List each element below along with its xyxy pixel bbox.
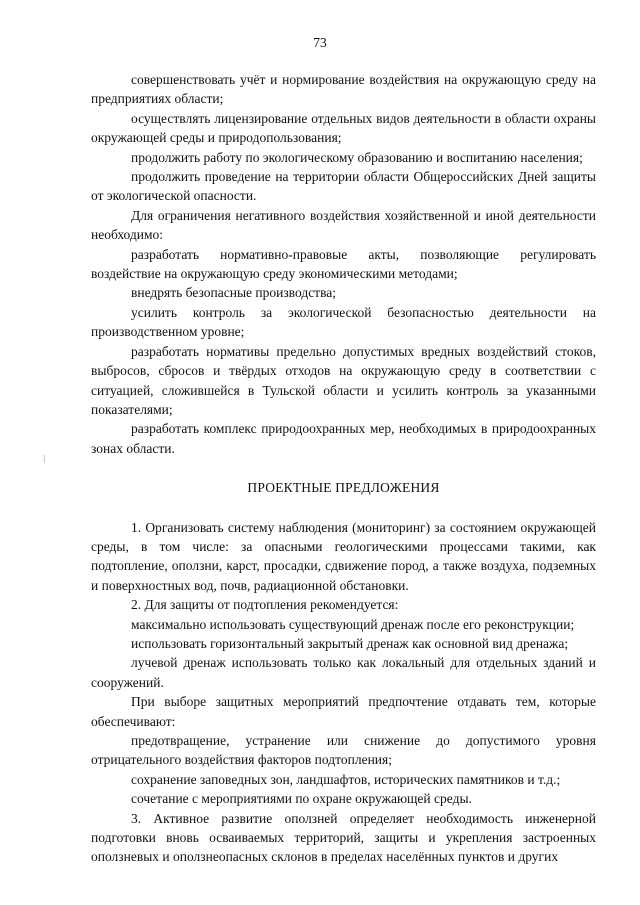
- paragraph: 2. Для защиты от подтопления рекомендуется:: [131, 597, 399, 613]
- paragraph: осуществлять лицензирование отдельных видов деятельности в области охраны окружающей среды и природопользования;: [91, 110, 596, 146]
- paragraph: разработать нормативно-правовые акты, позволяющие регулировать воздействие на окружающую среду экономическими методами;: [91, 246, 596, 282]
- paragraph: продолжить проведение на территории области Общероссийских Дней защиты от экологической опасности.: [91, 169, 596, 204]
- paragraph: 3. Активное развитие оползней определяет необходимость инженерной подготовки вновь осваиваемых территорий, защиты и укрепления застроенных оползневых и оползнеопасных склонов в пределах населённых пунктов и других: [91, 810, 596, 865]
- paragraph: продолжить работу по экологическому образованию и воспитанию населения;: [131, 149, 583, 165]
- paragraph: использовать горизонтальный закрытый дренаж как основной вид дренажа;: [131, 635, 569, 651]
- paragraph: сохранение заповедных зон, ландшафтов, исторических памятников и т.д.;: [131, 771, 561, 787]
- document-body: [91, 70, 596, 867]
- margin-mark: [44, 455, 45, 463]
- paragraph: внедрять безопасные производства;: [131, 285, 337, 301]
- paragraph: максимально использовать существующий дренаж после его реконструкции;: [131, 616, 575, 632]
- paragraph: 1. Организовать систему наблюдения (мониторинг) за состоянием окружающей среды, в том числе: за опасными геологическими процессами такими, как подтопление, оползни, карст, просадки, сдвижение пород, а также воздуха, подземных и поверхностных вод, почв, радиационной обстановки.: [91, 519, 596, 593]
- paragraph: Для ограничения негативного воздействия хозяйственной и иной деятельности необходимо:: [91, 207, 596, 243]
- paragraph: совершенствовать учёт и нормирование воздействия на окружающую среду на предприятиях области;: [91, 72, 596, 107]
- section-heading: ПРОЕКТНЫЕ ПРЕДЛОЖЕНИЯ: [247, 480, 440, 496]
- paragraph: разработать нормативы предельно допустимых вредных воздействий стоков, выбросов, сбросов и твёрдых отходов на окружающую среду в соответствии с ситуацией, сложившейся в Тульской области и усилить контроль за указанными показателями;: [91, 343, 596, 417]
- paragraph: сочетание с мероприятиями по охране окружающей среды.: [131, 791, 472, 807]
- paragraph: При выборе защитных мероприятий предпочтение отдавать тем, которые обеспечивают:: [91, 694, 596, 729]
- page-number: 73: [313, 35, 327, 50]
- paragraph: усилить контроль за экологической безопасностью деятельности на производственном уровне;: [91, 304, 596, 340]
- paragraph: лучевой дренаж использовать только как локальный для отдельных зданий и сооружений.: [91, 655, 596, 690]
- paragraph: предотвращение, устранение или снижение до допустимого уровня отрицательного воздействия факторов подтопления;: [91, 733, 596, 768]
- paragraph: разработать комплекс природоохранных мер, необходимых в природоохранных зонах области.: [91, 421, 596, 456]
